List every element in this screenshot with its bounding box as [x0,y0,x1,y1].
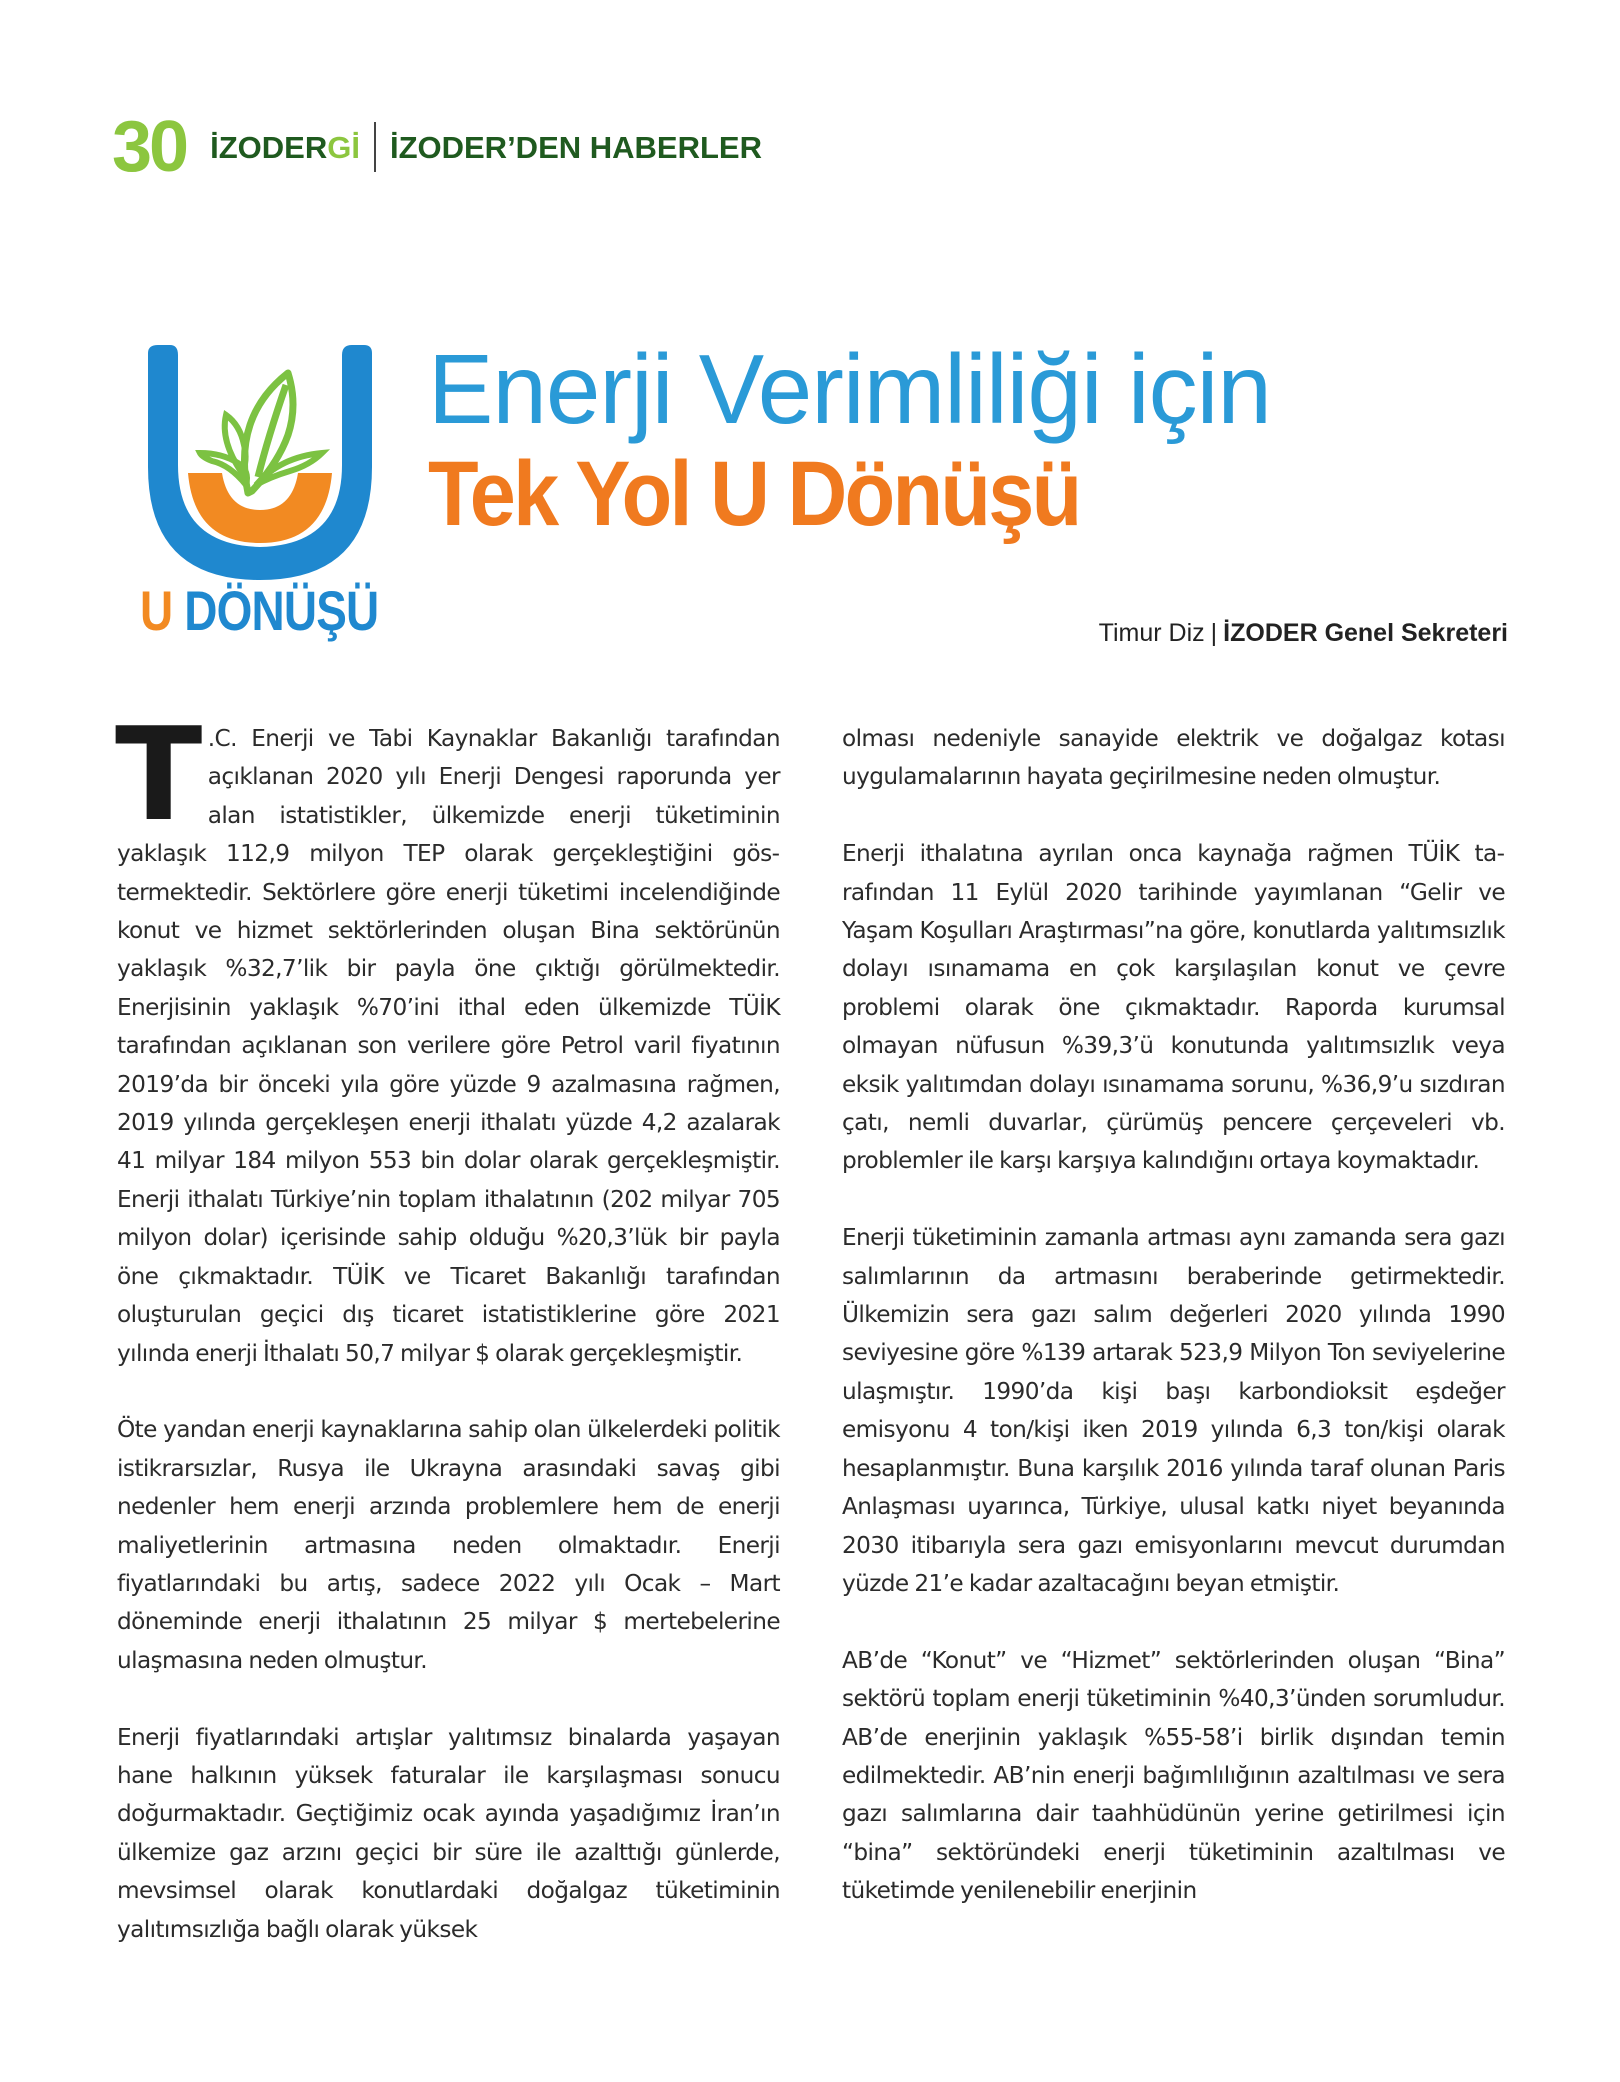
article-title-line2: Tek Yol U Dönüşü [428,443,1080,545]
author-role: İZODER Genel Sekreteri [1223,619,1508,647]
paragraph: AB’de “Konut” ve “Hizmet” sektörlerinden oluşan “Bina” sektörü toplam enerji tüketiminin %40,3’ünden sorumludur. AB’de enerjinin yaklaşık %55-58’i birlik dışından temin edilmektedir. AB’nin enerji bağımlılığının azaltılması ve sera gazı salımlarına dair taahhüdünün yerine getirilmesi için “bina” sektöründeki enerji tüketiminin azaltılması ve tüketimde yenilenebilir enerjinin [842,1646,1505,1905]
magazine-name [210,129,360,165]
paragraph: Enerji ithalatına ayrılan onca kaynağa rağmen TÜİK tarafından 11 Eylül 2020 tarihinde yayımlanan “Gelir ve Yaşam Koşulları Araştırması”na göre, konutlarda yalıtımsızlık dolayı ısınamama en çok karşılaşılan konut ve çevre problemi olarak öne çıkmaktadır. Raporda kurumsal olmayan nüfusun %39,3’ü konutunda yalıtımsızlık veya eksik yalıtımdan dolayı ısınamama sorunu, %36,9’u sızdıran çatı, nemli duvarlar, çürümüş pencere çerçeveleri vb. problemler ile karşı karşıya kalındığını ortaya koymaktadır. [842,840,1505,1175]
paragraph-text: .C. Enerji ve Tabi Kaynaklar Bakanlığı tarafından açıklanan 2020 yılı Enerji Dengesi raporunda yer alan istatistikler, ülkemizde enerji tüketiminin yaklaşık 112,9 milyon TEP olarak gerçekleştiğini göstermektedir. Sektörlere göre enerji tüketimi incelendiğinde konut ve hizmet sektörlerinden oluşan Bina sektörünün yaklaşık %32,7’lik bir payla öne çıktığı görülmektedir. Enerjisinin yaklaşık %70’ini ithal eden ülkemizde TÜİK tarafından açıklanan son verilere göre Petrol varil fiyatının 2019’da bir önceki yıla göre yüzde 9 azalmasına rağmen, 2019 yılında gerçekleşen enerji ithalatı yüzde 4,2 azalarak 41 milyar 184 milyon 553 bin dolar olarak gerçekleşmiştir. Enerji ithalatı Türkiye’nin toplam ithalatının (202 milyar 705 milyon dolar) içerisinde sahip olduğu %20,3’lük bir payla öne çıkmaktadır. TÜİK ve Ticaret Bakanlığı tarafından oluşturulan geçici dış ticaret istatistiklerine göre 2021 yılında enerji İthalatı 50,7 milyar $ olarak gerçekleşmiştir. [117,725,780,1367]
magazine-name-suffix: Gİ [327,129,360,165]
running-header [112,107,762,187]
article-column-right [842,720,1505,1949]
page-number: 30 [112,107,187,187]
logo-wordmark [140,579,379,642]
section-title: İZODER’DEN HABERLER [389,129,762,165]
paragraph: Enerji tüketiminin zamanla artması aynı zamanda sera gazı salımlarının da artmasını beraberinde getirmektedir. Ülkemizin sera gazı salım değerleri 2020 yılında 1990 seviyesine göre %139 artarak 523,9 Milyon Ton seviyelerine ulaşmıştır. 1990’da kişi başı karbondioksit eşdeğer emisyonu 4 ton/kişi iken 2019 yılında 6,3 ton/kişi olarak hesaplanmıştır. Buna karşılık 2016 yılında taraf olunan Paris Anlaşması uyarınca, Türkiye, ulusal katkı niyet beyanında 2030 itibarıyla sera gazı emisyonlarını mevcut durumdan yüzde 21’e kadar azaltacağını beyan etmiştir. [842,1224,1505,1597]
magazine-name-main: İZODER [210,129,328,165]
paragraph: olması nedeniyle sanayide elektrik ve doğalgaz kotası uygulamalarının hayata geçirilmesine neden olmuştur. [842,725,1505,791]
article-title-line1: Enerji Verimliliği için [428,334,1271,444]
u-logo-icon [140,345,380,585]
logo-wordmark-rest: DÖNÜŞÜ [172,579,379,642]
author-name: Timur Diz [1098,619,1205,647]
paragraph: Öte yandan enerji kaynaklarına sahip olan ülkelerdeki politik istikrarsızlar, Rusya ile Ukrayna arasındaki savaş gibi nedenler hem enerji arzında problemlere hem de enerji maliyetlerinin artmasına neden olmaktadır. Enerji fiyatlarındaki bu artış, sadece 2022 yılı Ocak – Mart döneminde enerji ithalatının 25 milyar $ mertebelerine ulaşmasına neden olmuştur. [117,1416,780,1674]
paragraph: Enerji fiyatlarındaki artışlar yalıtımsız binalarda yaşayan hane halkının yüksek faturalar ile karşılaşması sonucu doğurmaktadır. Geçtiğimiz ocak ayında yaşadığımız İran’ın ülkemize gaz arzını geçici bir süre ile azalttığı günlerde, mevsimsel olarak konutlardaki doğalgaz tüketiminin yalıtımsızlığa bağlı olarak yüksek [117,1723,780,1943]
u-donusu-logo [140,345,380,655]
byline [1099,619,1508,648]
header-divider [374,122,376,172]
logo-wordmark-u: U [140,579,173,642]
article-column-left [115,701,780,1987]
paragraph [115,701,780,1373]
byline-separator: | [1210,619,1218,647]
drop-cap: T [115,701,202,850]
